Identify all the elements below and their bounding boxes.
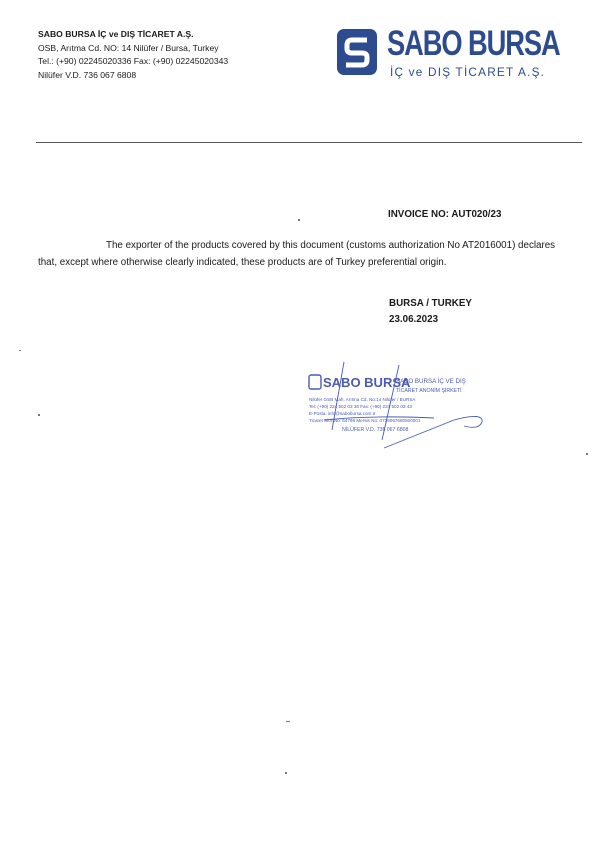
stamp-brand: SABO BURSA — [323, 375, 411, 390]
company-logo — [337, 24, 560, 84]
stamp-line-1: SABO BURSA İÇ VE DIŞ — [396, 378, 466, 385]
place-city: BURSA / TURKEY — [389, 298, 472, 309]
scan-speck — [586, 453, 588, 455]
scan-speck — [298, 219, 300, 221]
declaration-text: The exporter of the products covered by this document (customs authorization No AT2016001) declares that, except where otherwise clearly indicated, these products are of Turkey preferential origin. — [38, 240, 556, 268]
scan-speck — [19, 350, 21, 351]
place-and-date — [389, 296, 472, 328]
company-header — [38, 28, 228, 82]
sabo-logo-icon — [337, 29, 377, 75]
header-divider — [36, 142, 582, 143]
stamp-logo-icon — [309, 375, 321, 389]
document-date: 23.06.2023 — [389, 314, 439, 325]
stamp-line-2: TİCARET ANONİM ŞİRKETİ — [396, 388, 462, 394]
stamp-line-7: NİLÜFER V.D. 736 067 6808 — [342, 427, 409, 433]
scan-speck — [38, 414, 40, 416]
stamp-line-4: Tel: (+90) 224 502 03 36 Fax: (+90) 224 502 03 43 — [309, 404, 412, 409]
company-name: SABO BURSA İÇ ve DIŞ TİCARET A.Ş. — [38, 29, 194, 39]
origin-declaration — [38, 237, 558, 271]
company-stamp — [304, 360, 494, 455]
company-tax-number: Nilüfer V.D. 736 067 6808 — [38, 69, 137, 80]
logo-wordmark: SABO BURSA — [387, 24, 560, 63]
logo-subtitle: İÇ ve DIŞ TİCARET A.Ş. — [390, 65, 546, 79]
company-phone: Tel.: (+90) 02245020336 Fax: (+90) 02245020343 — [38, 56, 229, 66]
scan-speck — [285, 772, 287, 774]
company-address: OSB, Arıtma Cd. NO: 14 Nilüfer / Bursa, Turkey — [38, 42, 219, 53]
stamp-line-5: E-Posta: info@sabobursa.com.tr — [309, 411, 376, 416]
scan-speck — [286, 721, 290, 722]
stamp-line-6: Ticaret Sicil No: 64798 Mersis No: 0736067680800001 — [309, 418, 421, 423]
invoice-number: INVOICE NO: AUT020/23 — [388, 209, 502, 220]
stamp-line-3: Nilüfer OSB Mah. Arıtma Cd. No:14 Nilüfer / BURSA — [309, 397, 416, 402]
